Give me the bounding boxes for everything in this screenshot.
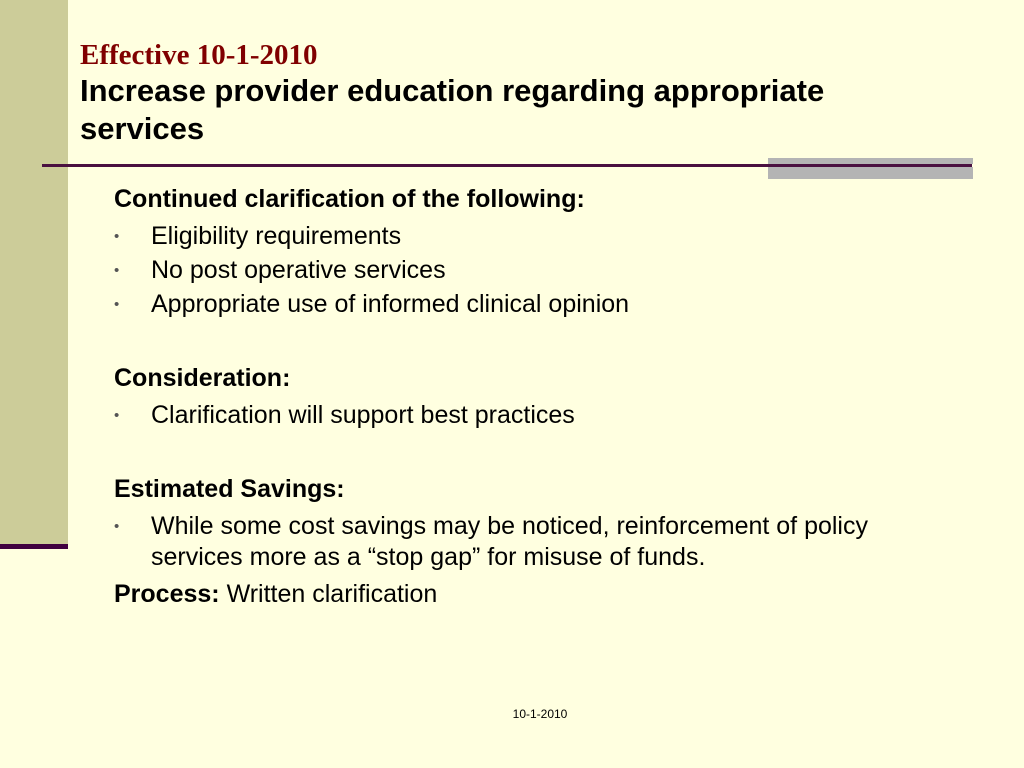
consideration-list	[114, 400, 914, 431]
title-main	[80, 72, 980, 148]
process-value: Written clarification	[226, 580, 438, 608]
title-main-line-2: services	[80, 111, 205, 146]
list-item: • Clarification will support best practices	[114, 400, 914, 431]
clarification-heading: Continued clarification of the following:	[114, 185, 585, 213]
slide-body	[114, 181, 914, 613]
title-effective-date: Effective 10-1-2010	[80, 39, 318, 71]
process-label: Process:	[114, 580, 220, 608]
footer-date: 10-1-2010	[512, 707, 568, 721]
clarification-list	[114, 221, 914, 320]
list-item: • Eligibility requirements	[114, 221, 914, 252]
left-decorative-band	[0, 0, 68, 544]
title-main-line-1: Increase provider education regarding appropriate	[80, 73, 825, 108]
slide-title	[80, 38, 980, 148]
list-item: • Appropriate use of informed clinical opinion	[114, 289, 914, 320]
list-item: • No post operative services	[114, 255, 914, 286]
savings-list	[114, 511, 914, 573]
process-line	[114, 576, 914, 613]
consideration-heading: Consideration:	[114, 364, 291, 392]
title-divider-bar	[768, 158, 973, 179]
savings-heading: Estimated Savings:	[114, 475, 345, 503]
left-accent-line	[0, 544, 68, 549]
list-item: • While some cost savings may be noticed, reinforcement of policy services more as a “stop gap” for misuse of funds.	[114, 511, 914, 573]
